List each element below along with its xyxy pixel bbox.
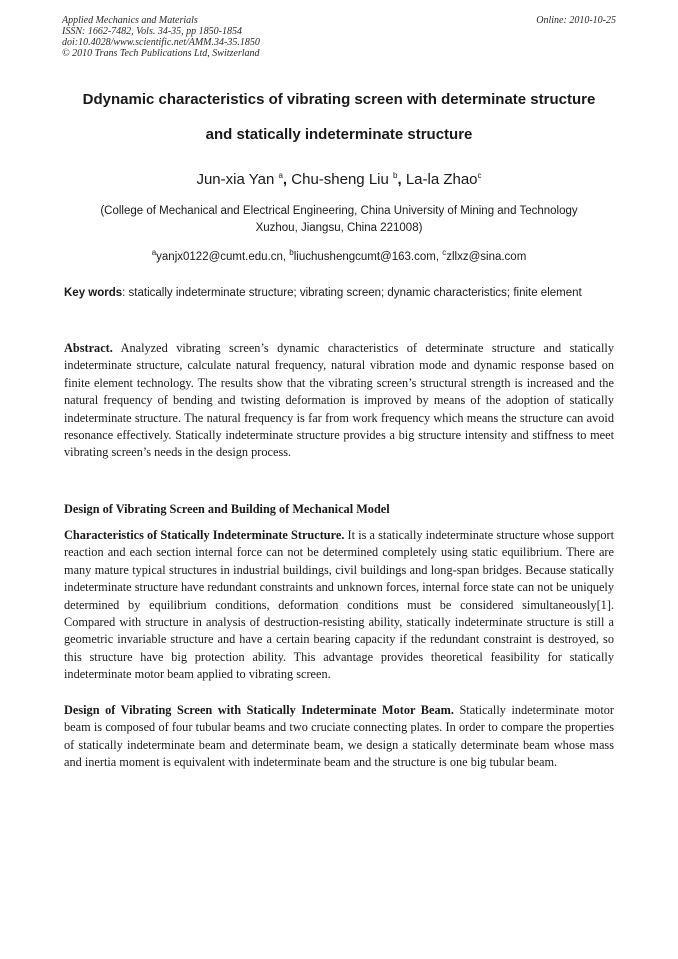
paper-title-line-1: Ddynamic characteristics of vibrating screen with determinate structure <box>82 91 596 108</box>
paragraph-1-runin-heading: Characteristics of Statically Indeterminate Structure. <box>64 528 345 542</box>
author-3-name: La-la Zhao <box>405 171 478 188</box>
online-date: Online: 2010-10-25 <box>536 15 616 26</box>
email-2: liuchushengcumt@163.com, <box>293 250 443 263</box>
email-3-mark: c <box>442 248 447 257</box>
section-paragraph-1 <box>64 527 614 684</box>
keywords-label: Key words <box>64 287 123 299</box>
keywords-paragraph <box>64 284 614 302</box>
author-separator-1: , <box>282 171 292 188</box>
author-list <box>40 166 638 190</box>
abstract-label: Abstract. <box>64 341 113 355</box>
email-2-mark: b <box>289 248 294 257</box>
paragraph-1-text: It is a statically indeterminate structure whose support reaction and each section internal force can not be determined completely using static equilibrium. There are many mature typical structures in industrial buildings, civil buildings and long-span bridges. Because statically indeterminate structure have redundant constraints and unknown forces, internal force state can not be uniquely determined by equilibrium conditions, deformation conditions must be considered simultaneously[1]. Compared with structure in analysis of destruction-resisting ability, statically indeterminate structure is still a geometric invariable structure and have a certain bearing capacity if the redundant constraint is destroyed, so this structure have big protection ability. This advantage provides theoretical feasibility for statically indeterminate motor beam applied to vibrating screen. <box>64 528 614 682</box>
paragraph-2-runin-heading: Design of Vibrating Screen with Statically Indeterminate Motor Beam. <box>64 703 454 717</box>
section-paragraph-2 <box>64 702 614 772</box>
copyright-line: © 2010 Trans Tech Publications Ltd, Switzerland <box>62 48 260 59</box>
paper-title-line-2: and statically indeterminate structure <box>205 126 473 143</box>
affiliation-line-2: Xuzhou, Jiangsu, China 221008) <box>255 222 423 234</box>
paragraph-2-text: Statically indeterminate motor beam is composed of four tubular beams and two cruciate connecting plates. In order to compare the properties of statically indeterminate beam and determinate beam, we design a statically determinate beam whose mass and inertia moment is equivalent with indeterminate beam and the structure is one big tubular beam. <box>64 703 614 770</box>
email-1: yanjx0122@cumt.edu.cn, <box>156 250 290 263</box>
author-separator-2: , <box>397 171 406 188</box>
doi-line: doi:10.4028/www.scientific.net/AMM.34-35.1850 <box>62 37 260 48</box>
keywords-text: : statically indeterminate structure; vibrating screen; dynamic characteristics; finite element <box>122 287 582 299</box>
abstract-paragraph <box>64 340 614 462</box>
author-2-affil-mark: b <box>393 171 398 180</box>
journal-header <box>62 15 616 59</box>
abstract-text: Analyzed vibrating screen’s dynamic characteristics of determinate structure and statically indeterminate structure, calculate natural frequency, natural vibration mode and dynamic response based on finite element technology. The results show that the vibrating screen’s structural strength is increased and the natural frequency of bending and twisting deformation is improved by means of the adoption of statically indeterminate structure. The natural frequency is far from work frequency which means the structure can avoid resonance effectively. Statically indeterminate structure provides a big structure intensity and stiffness to meet vibrating screen’s needs in the design process. <box>64 341 614 460</box>
author-1-affil-mark: a <box>278 171 283 180</box>
author-2-name: Chu-sheng Liu <box>291 171 389 188</box>
issn-line: ISSN: 1662-7482, Vols. 34-35, pp 1850-1854 <box>62 26 242 37</box>
affiliation-line-1: (College of Mechanical and Electrical Engineering, China University of Mining and Technology <box>100 205 578 217</box>
section-heading: Design of Vibrating Screen and Building of Mechanical Model <box>64 502 390 516</box>
email-list <box>40 245 638 265</box>
email-3: zllxz@sina.com <box>446 250 527 263</box>
journal-name: Applied Mechanics and Materials <box>62 15 198 26</box>
author-1-name: Jun-xia Yan <box>196 171 275 188</box>
author-3-affil-mark: c <box>477 171 482 180</box>
email-1-mark: a <box>151 248 157 257</box>
